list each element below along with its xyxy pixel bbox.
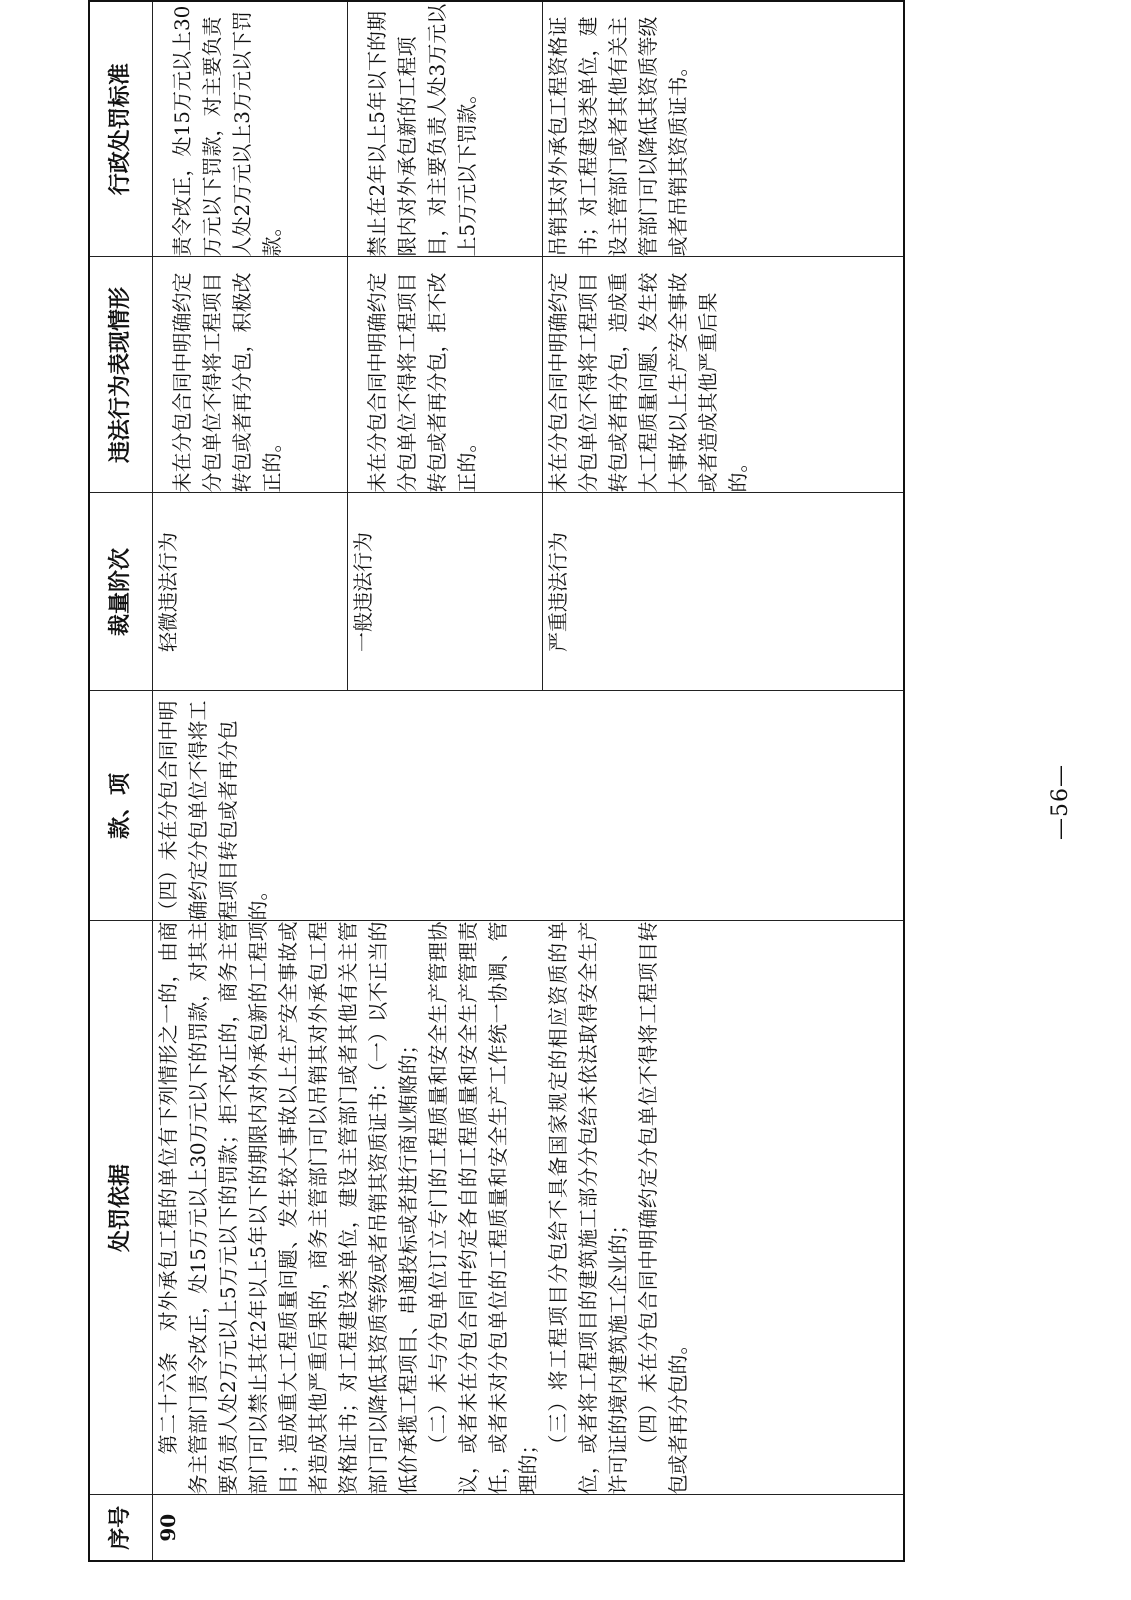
basis-paragraph: （三）将工程项目分包给不具备国家规定的相应资质的单位，或者将工程项目的建筑施工部分分包给未依法取得安全生产许可证的境内建筑施工企业的； <box>546 921 630 1495</box>
header-level: 裁量阶次 <box>89 493 153 691</box>
header-standard: 行政处罚标准 <box>89 1 153 257</box>
standard-cell-serious: 吊销其对外承包工程资格证书；对工程建设类单位，建设主管部门或者其他有关主管部门可以降低其资质等级或者吊销其资质证书。 <box>543 1 905 257</box>
penalty-table <box>88 0 905 1562</box>
level-cell-serious: 严重违法行为 <box>543 493 905 691</box>
case-cell-general: 未在分包合同中明确约定分包单位不得将工程项目转包或者再分包，拒不改正的。 <box>348 257 543 493</box>
basis-paragraph: （二）未与分包单位订立专门的工程质量和安全生产管理协议，或者未在分包合同中约定各自的工程质量和安全生产管理责任，或者未对分包单位的工程质量和安全生产工作统一协调、管理的； <box>426 921 540 1495</box>
standard-cell-general: 禁止在2年以上5年以下的期限内对外承包新的工程项目，对主要负责人处3万元以上5万元以下罚款。 <box>348 1 543 257</box>
level-cell-general: 一般违法行为 <box>348 493 543 691</box>
header-item: 款、项 <box>89 691 153 921</box>
basis-cell <box>153 921 905 1495</box>
level-cell-minor: 轻微违法行为 <box>153 493 348 691</box>
item-cell: （四）未在分包合同中明确约定分包单位不得将工程项目转包或者再分包的。 <box>153 691 905 921</box>
basis-paragraph: 第二十六条 对外承包工程的单位有下列情形之一的，由商务主管部门责令改正，处15万元以上30万元以下的罚款，对其主要负责人处2万元以上5万元以下的罚款；拒不改正的，商务主管部门可以禁止其在2年以上5年以下的期限内对外承包新的工程项目；造成重大工程质量问题、发生较大事故以上生产安全事故或者造成其他严重后果的，商务主管部门可以吊销其对外承包工程资格证书；对工程建设类单位，建设主管部门或者其他有关主管部门可以降低其资质等级或者吊销其资质证书：（一）以不正当的低价承揽工程项目、串通投标或者进行商业贿赂的； <box>156 921 420 1495</box>
table-row <box>153 1 348 1561</box>
page-number: —56— <box>1048 764 1073 840</box>
standard-cell-minor: 责令改正，处15万元以上30万元以下罚款，对主要负责人处2万元以上3万元以下罚款。 <box>153 1 348 257</box>
seq-cell: 90 <box>153 1495 905 1561</box>
basis-paragraph: （四）未在分包合同中明确约定分包单位不得将工程项目转包或者再分包的。 <box>636 921 690 1495</box>
header-case: 违法行为表现情形 <box>89 257 153 493</box>
table-header-row <box>89 1 153 1561</box>
header-basis: 处罚依据 <box>89 921 153 1495</box>
header-seq: 序号 <box>89 1495 153 1561</box>
case-cell-serious: 未在分包合同中明确约定分包单位不得将工程项目转包或者再分包，造成重大工程质量问题、发生较大事故以上生产安全事故或者造成其他严重后果的。 <box>543 257 905 493</box>
case-cell-minor: 未在分包合同中明确约定分包单位不得将工程项目转包或者再分包，积极改正的。 <box>153 257 348 493</box>
